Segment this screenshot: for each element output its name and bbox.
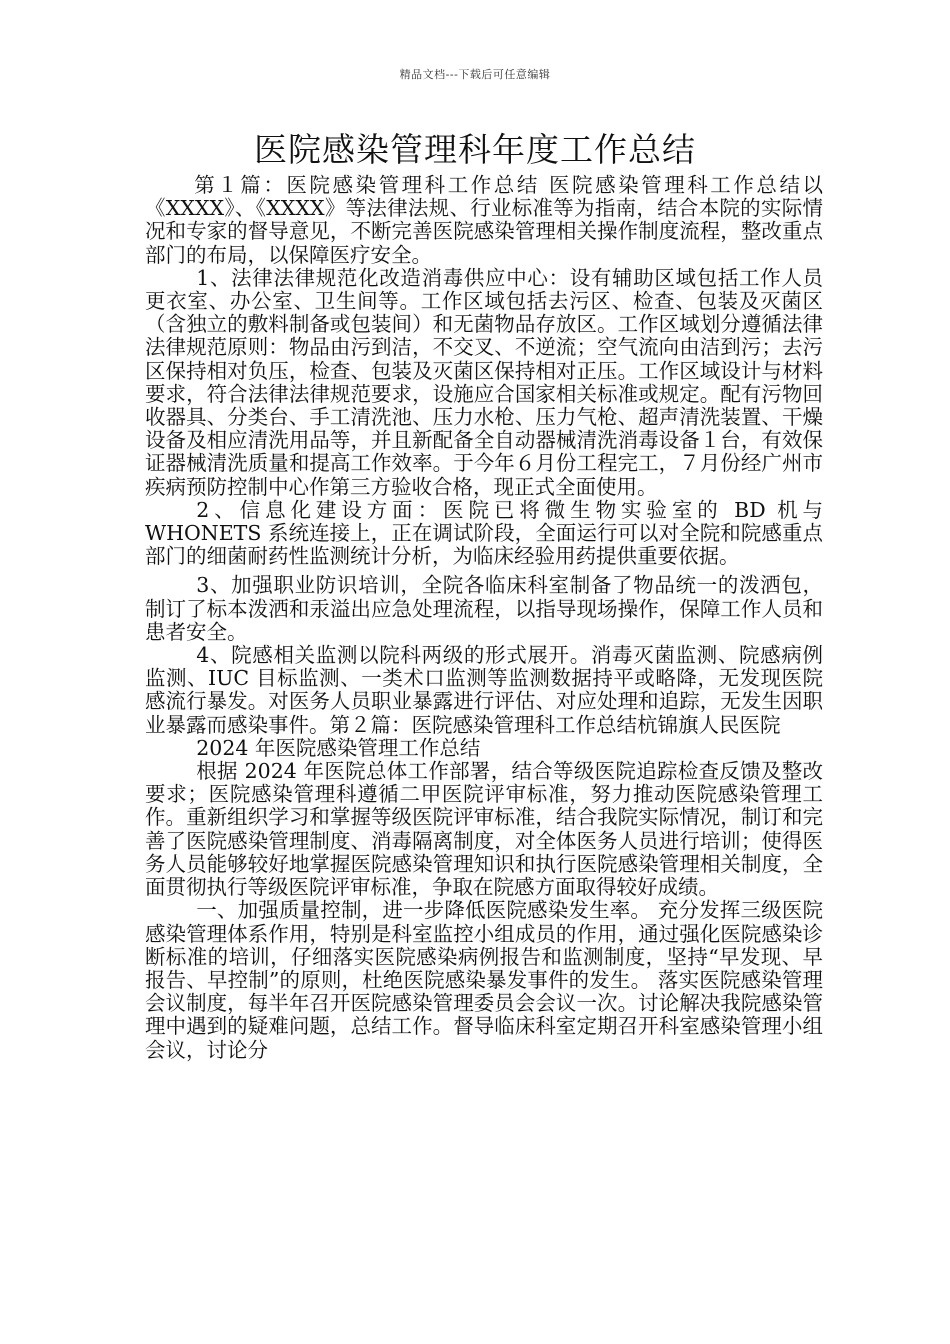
- header-note: 精品文档---下载后可任意编辑: [399, 68, 551, 81]
- document-title: 医院感染管理科年度工作总结: [254, 130, 696, 169]
- paragraph-4: 4、院感相关监测以院科两级的形式展开。消毒灭菌监测、院感病例监测、IUC 目标监测、一类术口监测等监测数据持平或略降，无发现医院感流行暴发。对医务人员职业暴露进行评估、对应处理和追踪，无发生因职业暴露而感染事件。第２篇：医院感染管理科工作总结杭锦旗人民医院: [145, 643, 823, 737]
- paragraph-6: 一、加强质量控制，进一步降低医院感染发生率。 充分发挥三级医院感染管理体系作用，特别是科室监控小组成员的作用，通过强化医院感染诊断标准的培训，仔细落实医院感染病例报告和监测制度，坚持“早发现、早报告、早控制”的原则，杜绝医院感染暴发事件的发生。 落实医院感染管理会议制度，每半年召开医院感染管理委员会会议一次。讨论解决我院感染管理中遇到的疑难问题，总结工作。督导临床科室定期召开科室感染管理小组会议，讨论分: [145, 898, 823, 1062]
- paragraph-intro: 第１篇：医院感染管理科工作总结 医院感染管理科工作总结以《XXXX》、《XXXX》等法律法规、行业标准等为指南，结合本院的实际情况和专家的督导意见，不断完善医院感染管理相关操作制度流程，整改重点部门的布局，以保障医疗安全。: [145, 173, 823, 267]
- document-body: [145, 174, 823, 1062]
- paragraph-1: 1、法律法律规范化改造消毒供应中心：设有辅助区域包括工作人员更衣室、办公室、卫生间等。工作区域包括去污区、检查、包装及灭菌区（含独立的敷料制备或包装间）和无菌物品存放区。工作区域划分遵循法律法律规范原则：物品由污到洁，不交叉、不逆流；空气流向由洁到污；去污区保持相对负压，检查、包装及灭菌区保持相对正压。工作区域设计与材料要求，符合法律法律规范要求，设施应合国家相关标准或规定。配有污物回收器具、分类台、手工清洗池、压力水枪、压力气枪、超声清洗装置、干燥设备及相应清洗用品等，并且新配备全自动器械清洗消毒设备１台，有效保证器械清洗质量和提高工作效率。于今年６月份工程完工，７月份经广州市疾病预防控制中心作第三方验收合格，现正式全面使用。: [145, 265, 823, 499]
- paragraph-5: 根据 2024 年医院总体工作部署，结合等级医院追踪检查反馈及整改要求；医院感染管理科遵循二甲医院评审标准，努力推动医院感染管理工作。重新组织学习和掌握等级医院评审标准，结合我院实际情况，制订和完善了医院感染管理制度、消毒隔离制度，对全体医务人员进行培训；使得医务人员能够较好地掌握医院感染管理知识和执行医院感染管理相关制度，全面贯彻执行等级医院评审标准，争取在院感方面取得较好成绩。: [145, 759, 823, 900]
- paragraph-2: 2、信息化建设方面：医院已将微生物实验室的 BD 机与 WHONETS 系统连接上，正在调试阶段，全面运行可以对全院和院感重点部门的细菌耐药性监测统计分析，为临床经验用药提供重要依据。: [145, 497, 823, 569]
- paragraph-3: 3、加强职业防识培训，全院各临床科室制备了物品统一的泼洒包，制订了标本泼洒和汞溢出应急处理流程，以指导现场操作，保障工作人员和患者安全。: [145, 573, 823, 644]
- section-heading-2024: 2024 年医院感染管理工作总结: [196, 735, 481, 760]
